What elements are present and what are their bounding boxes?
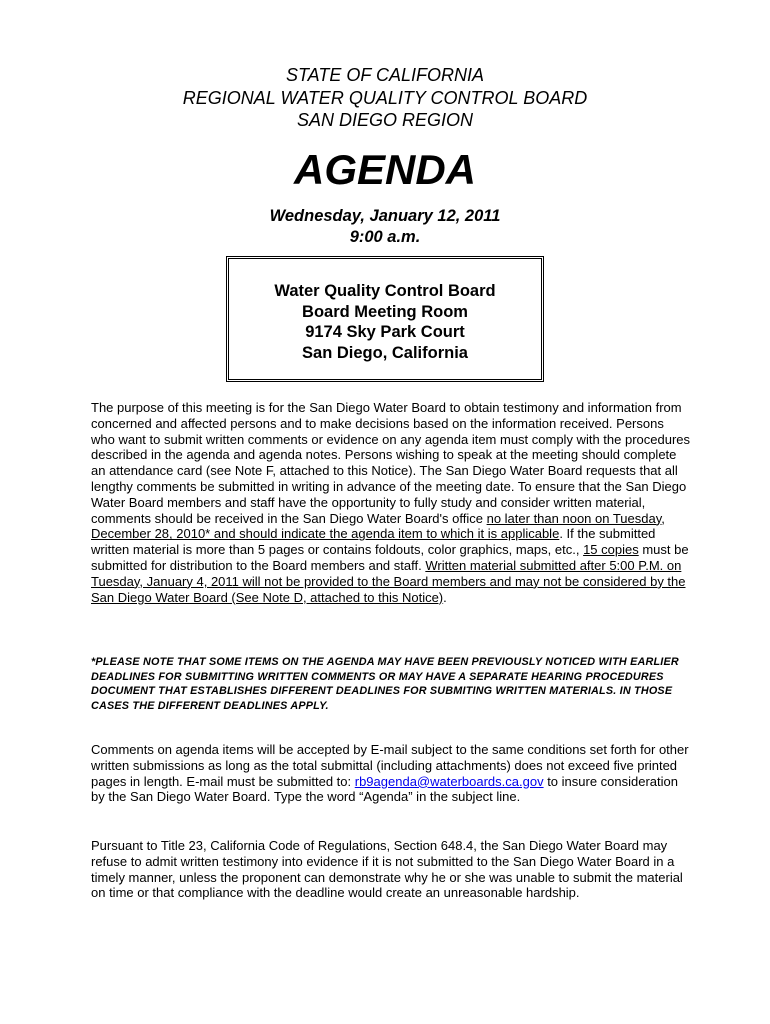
purpose-paragraph bbox=[91, 400, 691, 605]
title23-paragraph: Pursuant to Title 23, California Code of Regulations, Section 648.4, the San Diego Water Board may refuse to admit written testimony into evidence if it is not submitted to the San Diego Water Board in a timely manner, unless the proponent can demonstrate why he or she was unable to submit the material on time or that compliance with the deadline would create an unreasonable hardship. bbox=[91, 838, 683, 901]
purpose-text-3: must be submitted for distribution to the Board members and staff. bbox=[91, 542, 689, 573]
purpose-text-1: The purpose of this meeting is for the San Diego Water Board to obtain testimony and information from concerned and affected persons and to make decisions based on the information received. Persons who want to submit written comments or evidence on any agenda item must comply with the procedures described in the agenda and agenda notes. Persons wishing to speak at the meeting should complete an attendance card (see Note F, attached to this Notice). The San Diego Water Board requests that all lengthy comments be submitted in writing in advance of the meeting date. To ensure that the San Diego Water Board members and staff have the opportunity to fully study and consider written material, comments should be received in the San Diego Water Board's office bbox=[91, 400, 691, 526]
document-header bbox=[0, 64, 770, 132]
purpose-text-2: . If the submitted written material is more than 5 pages or contains foldouts, color graphics, maps, etc., bbox=[91, 526, 656, 558]
header-region: SAN DIEGO REGION bbox=[296, 110, 474, 130]
email-text-1: Comments on agenda items will be accepted by E-mail subject to the same conditions set forth for other written submissions as long as the total submittal (including attachments) does not exceed five printed pages in length. E-mail must be submitted to: bbox=[91, 742, 689, 789]
purpose-text-4: . bbox=[443, 589, 447, 605]
email-link[interactable]: rb9agenda@waterboards.ca.gov bbox=[354, 773, 544, 789]
deadline-note: *PLEASE NOTE THAT SOME ITEMS ON THE AGENDA MAY HAVE BEEN PREVIOUSLY NOTICED WITH EARLIER DEADLINES FOR SUBMITTING WRITTEN COMMENTS OR MAY HAVE A SEPARATE HEARING PROCEDURES DOCUMENT THAT ESTABLISHES DIFFERENT DEADLINES FOR SUBMITING WRITTEN MATERIALS. IN THOSE CASES THE DIFFERENT DEADLINES APPLY. bbox=[91, 656, 679, 712]
email-text-2: to insure consideration by the San Diego Water Board. Type the word “Agenda” in the subject line. bbox=[91, 773, 678, 805]
email-paragraph bbox=[91, 742, 691, 805]
location-city: San Diego, California bbox=[302, 343, 468, 362]
location-room: Board Meeting Room bbox=[302, 302, 468, 321]
meeting-location-box bbox=[226, 256, 544, 382]
copies-text: 15 copies bbox=[583, 542, 639, 558]
header-board: REGIONAL WATER QUALITY CONTROL BOARD bbox=[182, 87, 588, 108]
deadline-text: no later than noon on Tuesday, December 28, 2010* and should indicate the agenda item to which it is applicable bbox=[91, 510, 665, 542]
page-title: AGENDA bbox=[293, 146, 476, 193]
late-submission-text: Written material submitted after 5:00 P.M. on Tuesday, January 4, 2011 will not be provided to the Board members and may not be considered by the San Diego Water Board (See Note D, attached to this Notice) bbox=[91, 557, 686, 605]
location-street: 9174 Sky Park Court bbox=[305, 323, 465, 341]
location-board: Water Quality Control Board bbox=[274, 282, 496, 300]
header-state: STATE OF CALIFORNIA bbox=[285, 65, 485, 85]
meeting-date: Wednesday, January 12, 2011 bbox=[269, 207, 501, 225]
meeting-datetime bbox=[0, 206, 770, 248]
meeting-time: 9:00 a.m. bbox=[349, 228, 421, 246]
